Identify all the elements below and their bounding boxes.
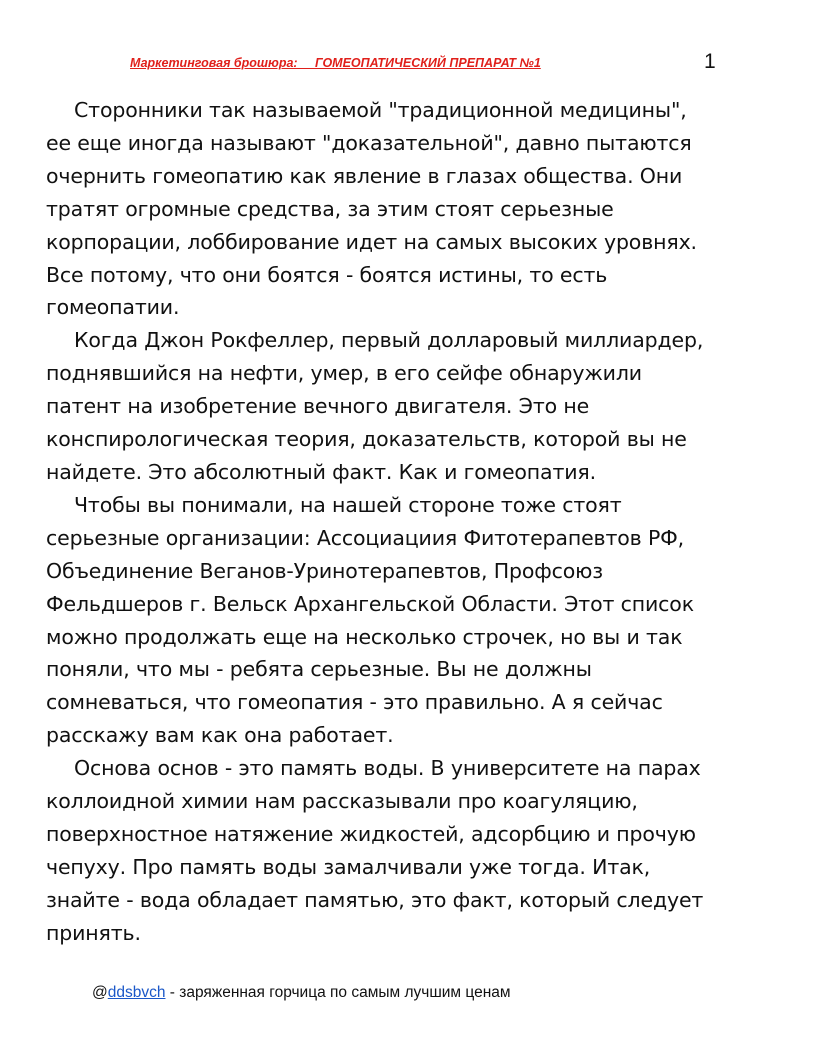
- paragraph-4: Основа основ - это память воды. В университете на парах коллоидной химии нам рассказывали про коагуляцию, поверхностное натяжение жидкостей, адсорбцию и прочую чепуху. Про память воды замалчивали уже тогда. Итак, знайте - вода обладает памятью, это факт, который следует принять.: [46, 756, 704, 945]
- paragraph-3: Чтобы вы понимали, на нашей стороне тоже стоят серьезные организации: Ассоциациия Фитотерапевтов РФ, Объединение Веганов-Уринотерапевтов, Профсоюз Фельдшеров г. Вельск Архангельской Области. Этот список можно продолжать еще на несколько строчек, но вы и так поняли, что мы - ребята серьезные. Вы не должны сомневаться, что гомеопатия - это правильно. А я сейчас расскажу вам как она работает.: [46, 492, 694, 748]
- paragraph-2: Когда Джон Рокфеллер, первый долларовый миллиардер, поднявшийся на нефти, умер, в его сейфе обнаружили патент на изобретение вечного двигателя. Это не конспирологическая теория, доказательств, которой вы не найдете. Это абсолютный факт. Как и гомеопатия.: [46, 328, 704, 484]
- page-number: 1: [704, 50, 716, 73]
- footer-credit: [92, 984, 511, 1002]
- footer-at-sign: @: [92, 984, 108, 1001]
- page-header: [130, 50, 730, 80]
- brochure-title: Маркетинговая брошюра: ГОМЕОПАТИЧЕСКИЙ ПРЕПАРАТ №1: [130, 56, 541, 70]
- author-handle-link[interactable]: ddsbvch: [107, 984, 166, 1001]
- document-body: [46, 94, 768, 950]
- footer-text: - заряженная горчица по самым лучшим ценам: [165, 984, 511, 1001]
- paragraph-1: Сторонники так называемой "традиционной медицины", ее еще иногда называют "доказательной", давно пытаются очернить гомеопатию как явление в глазах общества. Они тратят огромные средства, за этим стоят серьезные корпорации, лоббирование идет на самых высоких уровнях. Все потому, что они боятся - боятся истины, то есть гомеопатии.: [46, 98, 697, 320]
